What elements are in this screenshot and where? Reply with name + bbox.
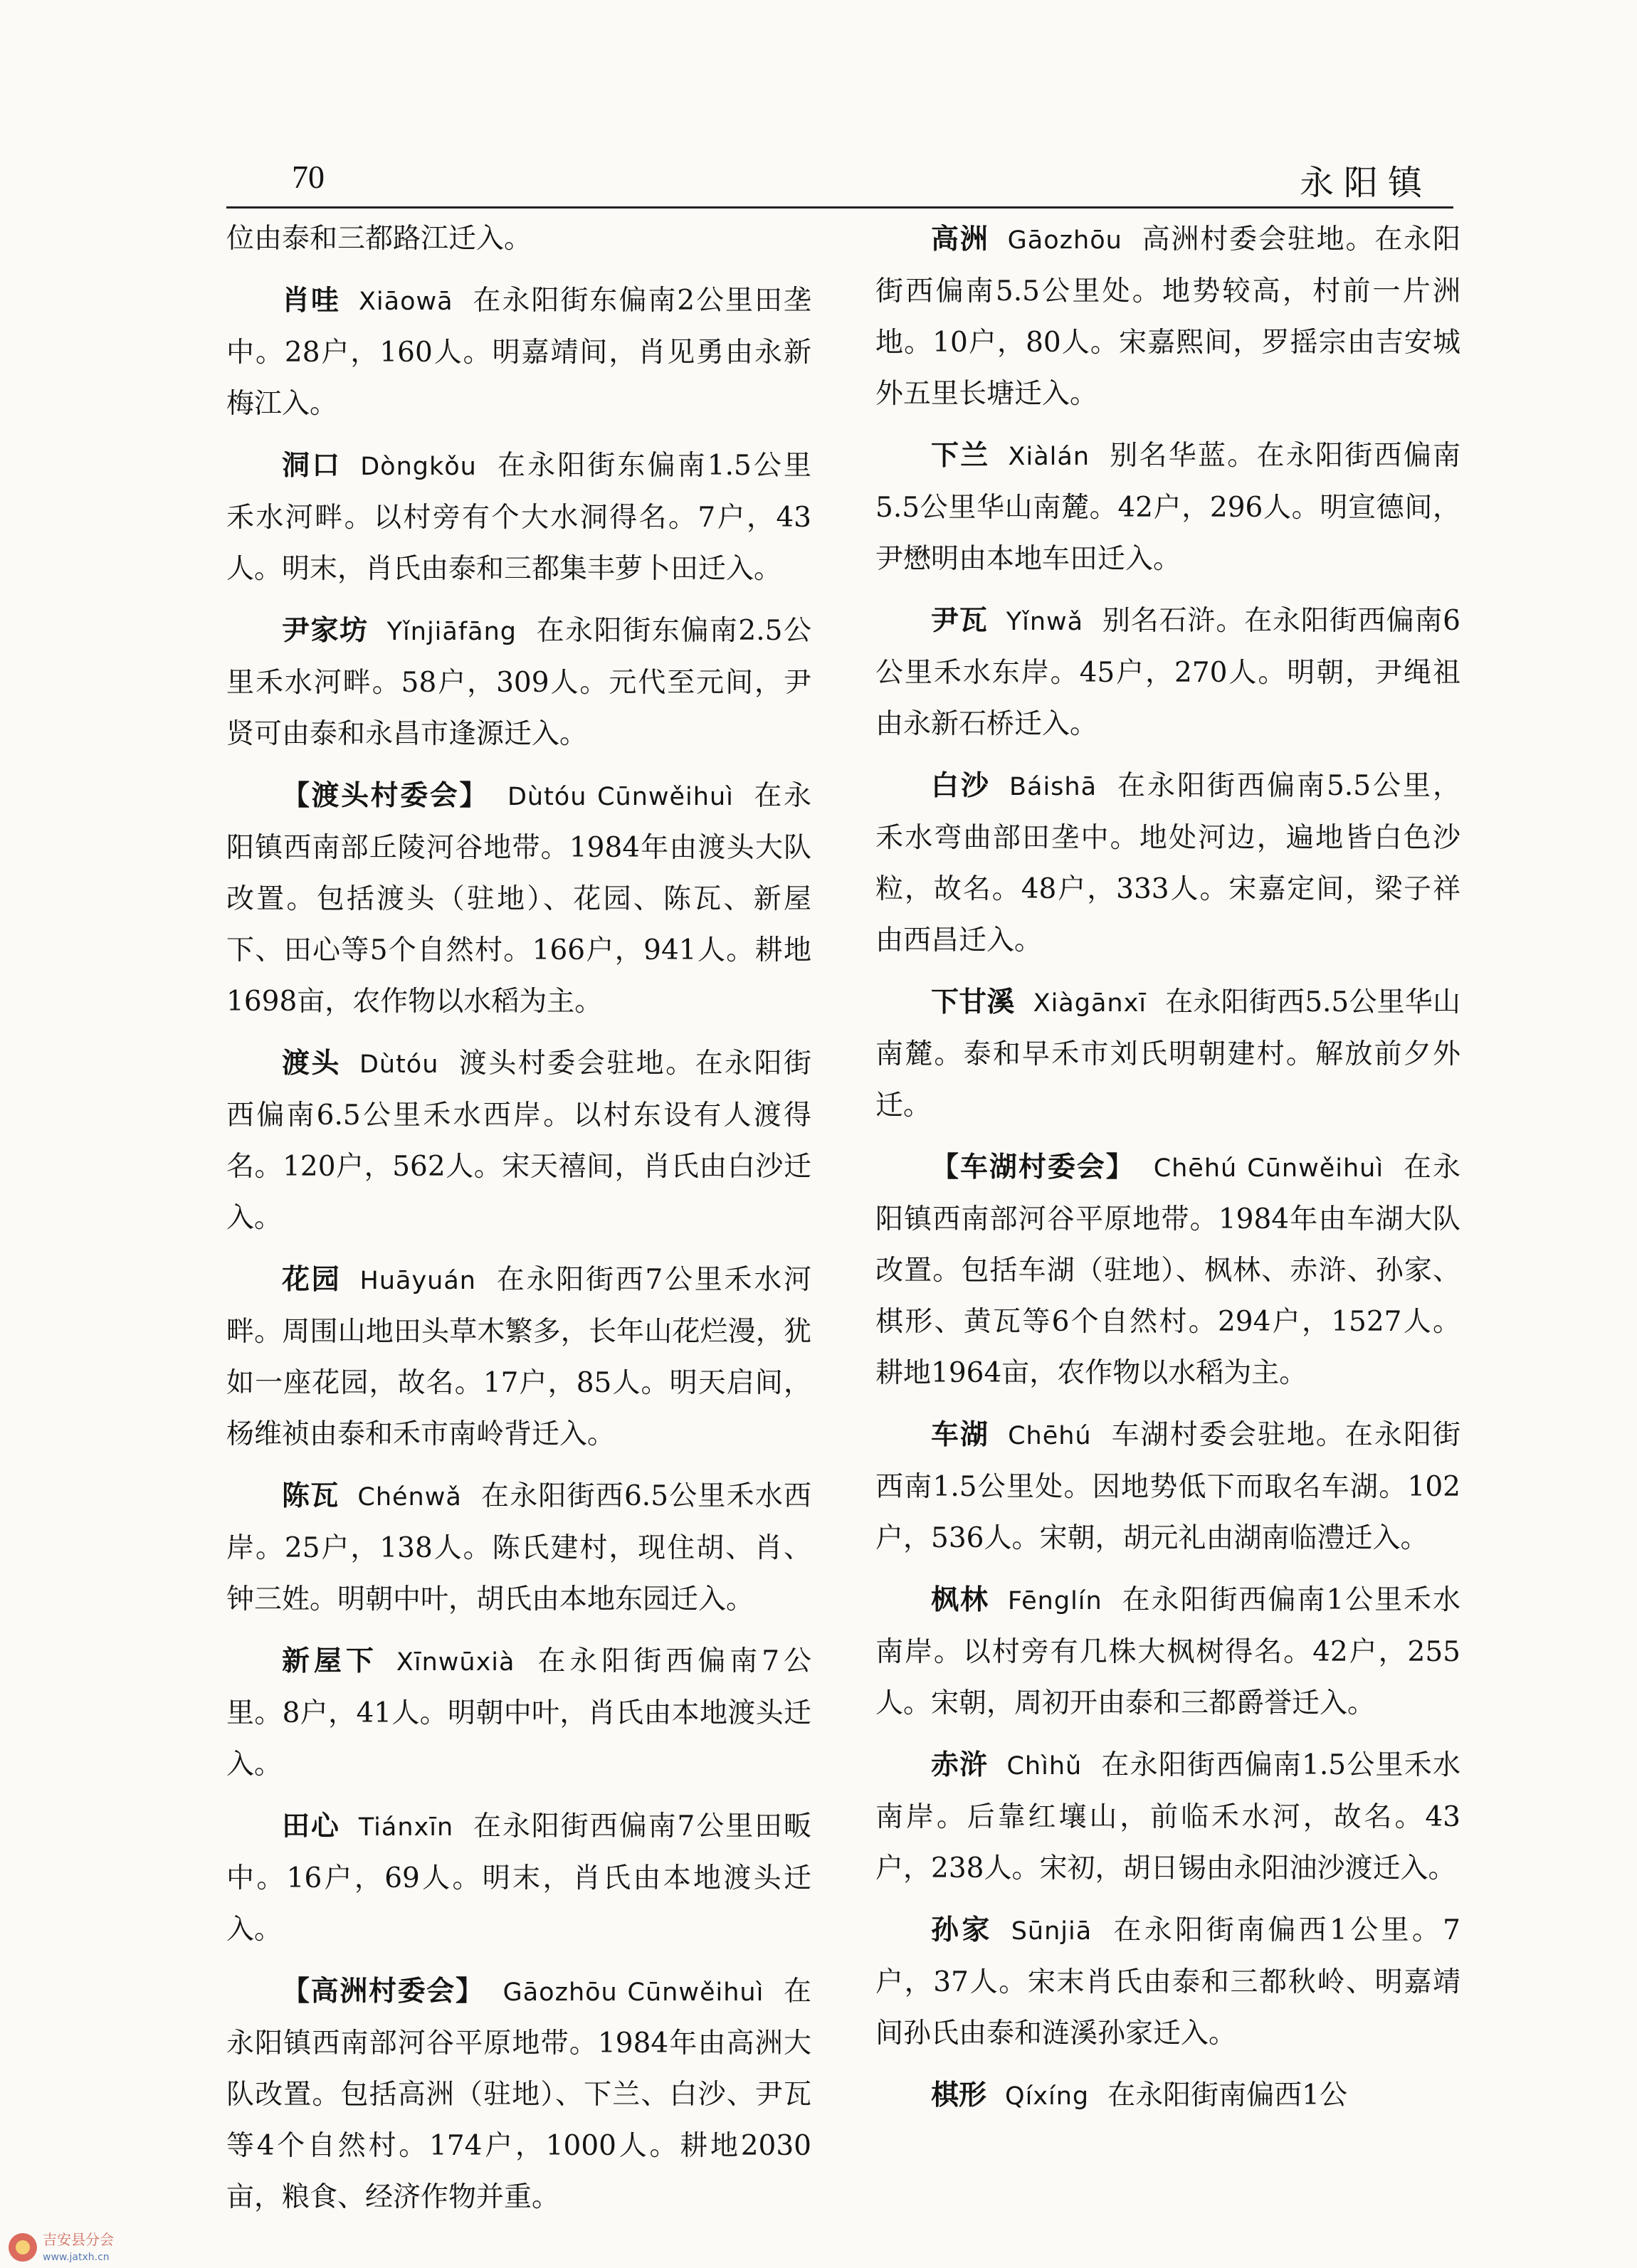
entry-head: 下甘溪 xyxy=(931,986,1015,1018)
watermark-emblem-center xyxy=(16,2240,30,2254)
entry-pinyin: Dùtóu Cūnwěihuì xyxy=(507,783,734,811)
entry-dongkou xyxy=(226,440,811,595)
entry-head: 花园 xyxy=(282,1263,342,1296)
entry-head: 孙家 xyxy=(931,1914,993,1946)
entry-pinyin: Chēhú Cūnwěihuì xyxy=(1153,1154,1384,1183)
entry-head: 渡头 xyxy=(282,1047,341,1080)
entry-text: 在永阳街东偏南1.5公里禾水河畔。以村旁有个大水洞得名。7户，43人。明末，肖氏由泰和三都集丰萝卜田迁入。 xyxy=(226,450,811,585)
entry-text: 别名华蓝。在永阳街西偏南5.5公里华山南麓。42户，296人。明宣德间，尹懋明由本地车田迁入。 xyxy=(875,440,1460,575)
entry-xiaowa xyxy=(226,275,811,430)
entry-text: 位由泰和三都路江迁入。 xyxy=(226,223,532,255)
entry-head: 赤浒 xyxy=(931,1749,989,1781)
entry-head: 枫林 xyxy=(931,1583,989,1616)
entry-text: 在永阳街西5.5公里华山南麓。泰和早禾市刘氏明朝建村。解放前夕外迁。 xyxy=(875,986,1460,1122)
entry-text: 高洲村委会驻地。在永阳街西偏南5.5公里处。地势较高，村前一片洲地。10户，80人。宋嘉熙间，罗摇宗由吉安城外五里长塘迁入。 xyxy=(875,223,1460,410)
watermark-text: 吉安县分会 xyxy=(43,2231,114,2248)
entry-chehu-committee xyxy=(875,1141,1460,1399)
entry-head: 尹家坊 xyxy=(282,614,369,647)
entry-text: 在永阳街南偏西1公里。7户，37人。宋末肖氏由泰和三都秋岭、明嘉靖间孙氏由泰和涟溪孙家迁入。 xyxy=(875,1914,1460,2050)
entry-huayuan xyxy=(226,1254,811,1460)
entry-text: 在永阳街南偏西1公 xyxy=(1107,2079,1347,2111)
entry-text: 在永阳镇西南部河谷平原地带。1984年由高洲大队改置。包括高洲（驻地）、下兰、白沙、尹瓦等4个自然村。174户，1000人。耕地2030亩，粮食、经济作物并重。 xyxy=(226,1976,811,2213)
entry-text: 在永阳镇西南部丘陵河谷地带。1984年由渡头大队改置。包括渡头（驻地）、花园、陈瓦、新屋下、田心等5个自然村。166户，941人。耕地1698亩，农作物以水稻为主。 xyxy=(226,780,811,1018)
section-head: 【高洲村委会】 xyxy=(282,1975,485,2008)
entry-xiaganxi xyxy=(875,976,1460,1132)
entry-pinyin: Chénwǎ xyxy=(357,1483,462,1512)
entry-pinyin: Qíxíng xyxy=(1005,2082,1090,2111)
entry-head: 车湖 xyxy=(931,1418,990,1451)
entry-text: 渡头村委会驻地。在永阳街西偏南6.5公里禾水西岸。以村东设有人渡得名。120户，562人。宋天禧间，肖氏由白沙迁入。 xyxy=(226,1048,811,1234)
entry-head: 下兰 xyxy=(931,439,990,472)
entry-pinyin: Sūnjiā xyxy=(1011,1917,1093,1946)
entry-baisha xyxy=(875,760,1460,966)
entry-chihu xyxy=(875,1739,1460,1894)
entry-dutou-committee xyxy=(226,770,811,1028)
entry-gaozhou-committee xyxy=(226,1966,811,2223)
entry-pinyin: Huāyuán xyxy=(359,1267,476,1295)
page-header xyxy=(226,152,1453,202)
entry-head: 高洲 xyxy=(931,223,989,255)
entry-head: 肖哇 xyxy=(282,284,340,317)
entry-pinyin: Yǐnjiāfāng xyxy=(386,618,517,646)
watermark-url: www.jatxh.cn xyxy=(43,2252,110,2263)
entry-pinyin: Dòngkǒu xyxy=(360,453,477,481)
entry-text: 在永阳街西偏南1.5公里禾水南岸。后靠红壤山，前临禾水河，故名。43户，238人。宋初，胡日锡由永阳油沙渡迁入。 xyxy=(875,1749,1460,1884)
entry-head: 新屋下 xyxy=(282,1645,378,1677)
entry-text: 车湖村委会驻地。在永阳街西南1.5公里处。因地势低下而取名车湖。102户，536人。宋朝，胡元礼由湖南临澧迁入。 xyxy=(875,1419,1460,1554)
entry-text: 在永阳街西6.5公里禾水西岸。25户，138人。陈氏建村，现住胡、肖、钟三姓。明朝中叶，胡氏由本地东园迁入。 xyxy=(226,1480,811,1615)
entry-text: 在永阳街西7公里禾水河畔。周围山地田头草木繁多，长年山花烂漫，犹如一座花园，故名。17户，85人。明天启间，杨维祯由泰和禾市南岭背迁入。 xyxy=(226,1264,811,1450)
entry-pinyin: Chēhú xyxy=(1008,1422,1092,1450)
entry-yinwa xyxy=(875,595,1460,750)
entry-head: 白沙 xyxy=(931,769,991,802)
entry-xialan xyxy=(875,430,1460,585)
right-column xyxy=(875,213,1460,2132)
header-rule xyxy=(226,206,1453,209)
entry-pinyin: Dùtóu xyxy=(359,1050,439,1079)
entry-tianxin xyxy=(226,1800,811,1956)
entry-pinyin: Tiánxīn xyxy=(358,1813,454,1842)
entry-text: 在永阳街西偏南7公里。8户，41人。明朝中叶，肖氏由本地渡头迁入。 xyxy=(226,1645,811,1781)
entry-dutou xyxy=(226,1038,811,1244)
entry-fenglin xyxy=(875,1574,1460,1729)
entry-text: 在永阳街西偏南7公里田畈中。16户，69人。明末，肖氏由本地渡头迁入。 xyxy=(226,1810,811,1946)
entry-sunjia xyxy=(875,1904,1460,2059)
entry-text: 在永阳镇西南部河谷平原地带。1984年由车湖大队改置。包括车湖（驻地）、枫林、赤浒、孙家、棋形、黄瓦等6个自然村。294户，1527人。耕地1964亩，农作物以水稻为主。 xyxy=(875,1151,1460,1389)
entry-text: 在永阳街东偏南2.5公里禾水河畔。58户，309人。元代至元间，尹贤可由泰和永昌市逢源迁入。 xyxy=(226,615,811,750)
page-number: 70 xyxy=(292,159,325,195)
entry-head: 田心 xyxy=(282,1810,340,1842)
entry-text: 在永阳街东偏南2公里田垄中。28户，160人。明嘉靖间，肖见勇由永新梅江入。 xyxy=(226,285,811,420)
entry-text: 别名石浒。在永阳街西偏南6公里禾水东岸。45户，270人。明朝，尹绳祖由永新石桥迁入。 xyxy=(875,605,1460,740)
entry-pinyin: Xīnwūxià xyxy=(396,1648,515,1677)
entry-chehu xyxy=(875,1409,1460,1564)
entry-pinyin: Gāozhōu xyxy=(1007,226,1122,255)
entry-text: 在永阳街西偏南5.5公里，禾水弯曲部田垄中。地处河边，遍地皆白色沙粒，故名。48户，333人。宋嘉定间，梁子祥由西昌迁入。 xyxy=(875,770,1460,956)
entry-head: 棋形 xyxy=(931,2079,987,2111)
running-title: 永阳镇 xyxy=(1299,163,1432,203)
entry-chenwa xyxy=(226,1470,811,1625)
entry-head: 陈瓦 xyxy=(282,1480,339,1512)
entry-gaozhou xyxy=(875,213,1460,420)
left-column xyxy=(226,213,811,2233)
entry-pinyin: Gāozhōu Cūnwěihuì xyxy=(502,1978,764,2007)
section-head: 【车湖村委会】 xyxy=(931,1151,1135,1183)
entry-continuation xyxy=(226,213,811,265)
entry-pinyin: Xiàlán xyxy=(1008,443,1090,471)
entry-pinyin: Fēnglín xyxy=(1007,1587,1102,1615)
entry-head: 洞口 xyxy=(282,449,342,482)
entry-pinyin: Báishā xyxy=(1009,773,1098,801)
section-head: 【渡头村委会】 xyxy=(282,779,489,812)
watermark-logo xyxy=(6,2226,148,2266)
entry-yinjiafang xyxy=(226,605,811,760)
entry-pinyin: Xiàgānxī xyxy=(1033,989,1147,1018)
entry-qixing xyxy=(875,2069,1460,2122)
entry-text: 在永阳街西偏南1公里禾水南岸。以村旁有几株大枫树得名。42户，255人。宋朝，周初开由泰和三都爵誉迁入。 xyxy=(875,1584,1460,1719)
entry-xinwuxia xyxy=(226,1635,811,1790)
entry-pinyin: Xiāowā xyxy=(358,288,453,316)
entry-pinyin: Yǐnwǎ xyxy=(1006,608,1084,636)
entry-pinyin: Chìhǔ xyxy=(1006,1752,1083,1781)
entry-head: 尹瓦 xyxy=(931,604,988,637)
